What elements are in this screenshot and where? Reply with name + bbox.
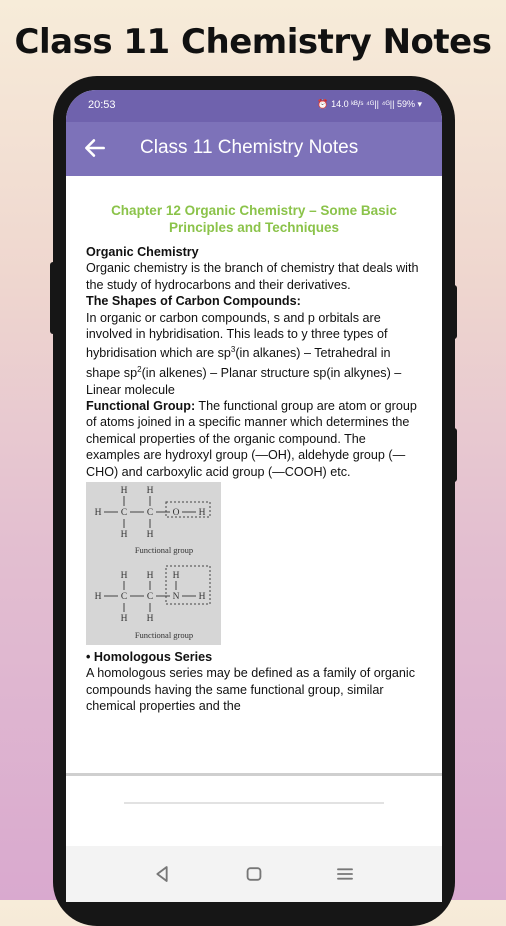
- superscript-2: 2: [137, 365, 142, 375]
- status-icons: ⏰ 14.0 ᵏᴮ/ˢ ⁴ᴳ|| ⁴ᴳ|| 59% ▾: [317, 99, 422, 109]
- atom-h: H: [198, 592, 206, 603]
- atom-h: H: [146, 571, 154, 582]
- side-button: [451, 428, 457, 482]
- chapter-title: Chapter 12 Organic Chemistry – Some Basic Principles and Techniques: [111, 203, 397, 235]
- atom-h: H: [94, 508, 102, 519]
- shapes-text-3: (in alkenes) – Planar structure sp(in alkynes) – Linear molecule: [86, 366, 402, 397]
- promo-title: Class 11 Chemistry Notes: [14, 22, 492, 62]
- menu-recents-icon[interactable]: [331, 860, 359, 888]
- content-fade: [66, 826, 442, 846]
- arrow-left-icon[interactable]: [82, 135, 108, 161]
- atom-c: C: [146, 592, 154, 603]
- figure-caption: Functional group: [134, 545, 194, 556]
- article-content: [86, 202, 422, 715]
- atom-c: C: [120, 508, 128, 519]
- atom-h: H: [198, 508, 206, 519]
- status-time: 20:53: [88, 99, 116, 111]
- heading-shapes: The Shapes of Carbon Compounds:: [86, 294, 301, 309]
- content-divider: [66, 773, 442, 776]
- superscript-3: 3: [230, 345, 236, 355]
- app-bar: [66, 122, 442, 176]
- atom-o: O: [172, 508, 180, 519]
- next-content-peek: [124, 802, 384, 804]
- atom-h: H: [120, 530, 128, 541]
- atom-n: N: [172, 592, 180, 603]
- functional-group-figure: [86, 482, 221, 645]
- atom-h: H: [94, 592, 102, 603]
- paragraph-shapes: [86, 310, 422, 398]
- atom-h: H: [120, 486, 128, 497]
- atom-h: H: [172, 571, 180, 582]
- atom-h: H: [146, 614, 154, 625]
- atom-h: H: [120, 614, 128, 625]
- atom-h: H: [146, 530, 154, 541]
- power-button: [451, 285, 457, 339]
- shapes-text-2: (in alkanes) – Tetrahedral in shape sp: [86, 346, 391, 381]
- status-bar: [66, 90, 442, 122]
- paragraph-organic-chemistry: Organic chemistry is the branch of chemistry that deals with the study of hydrocarbons and their derivatives.: [86, 261, 419, 292]
- system-nav-bar: [66, 846, 442, 902]
- heading-organic-chemistry: Organic Chemistry: [86, 245, 199, 259]
- app-bar-title: Class 11 Chemistry Notes: [140, 137, 359, 158]
- functional-group-text: The functional group are atom or group of atoms joined in a specific manner which determines the chemical properties of the organic compound. The examples are hydroxyl group (—OH), aldehyde group (—CHO) and carboxylic acid group (—COOH) etc.: [86, 399, 417, 479]
- atom-c: C: [146, 508, 154, 519]
- heading-functional-group: Functional Group:: [86, 399, 196, 414]
- atom-h: H: [146, 486, 154, 497]
- paragraph-functional-group: [86, 398, 422, 480]
- shapes-text-1: In organic or carbon compounds, s and p orbitals are involved in hybridisation. This leads to y three types of hybridisation which are sp: [86, 310, 388, 361]
- atom-c: C: [120, 592, 128, 603]
- square-home-icon[interactable]: [240, 860, 268, 888]
- paragraph-homologous-series: A homologous series may be defined as a family of organic compounds having the same functional group, similar chemical properties and the: [86, 666, 416, 714]
- heading-homologous-series: • Homologous Series: [86, 650, 213, 665]
- triangle-back-icon[interactable]: [148, 860, 176, 888]
- volume-button: [50, 262, 56, 334]
- phone-screen: [66, 90, 442, 902]
- figure-caption: Functional group: [134, 630, 194, 641]
- functional-group-diagram: [86, 482, 221, 645]
- atom-h: H: [120, 571, 128, 582]
